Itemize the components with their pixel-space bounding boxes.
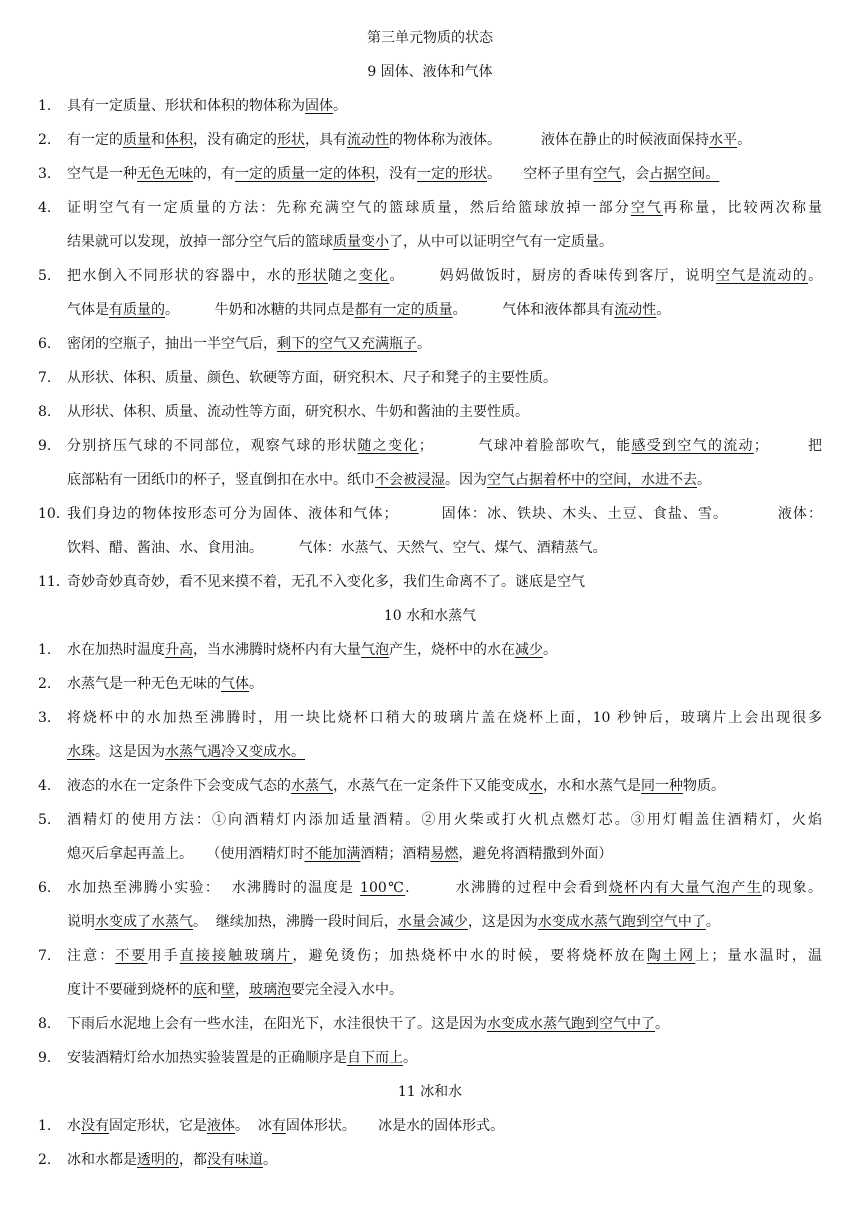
item-number: 2. [38,132,52,148]
text-segment: 安装酒精灯给水加热实验装置是的正确顺序是 [67,1050,347,1066]
underlined-answer: 易燃 [430,846,459,862]
text-segment: 度计不要碰到烧杯的 [67,982,193,998]
text-segment: 底部粘有一团纸巾的杯子，竖直倒扣在水中。纸巾 [67,472,375,488]
item-text-line [67,436,822,456]
text-segment: 我们身边的物体按形态可分为固体、液体和气体； 固体：冰、铁块、木头、土豆、食盐、雪。 液体： [67,506,822,522]
underlined-answer: 陶土网 [646,948,696,964]
underlined-answer: 自下而上 [347,1050,403,1066]
underlined-answer: 底 [193,982,207,998]
item-number: 8. [38,1016,52,1032]
text-segment: 酒精；酒精 [360,846,431,862]
text-segment: 。 [249,676,263,692]
text-segment: 上；量水温时，温 [695,948,823,964]
item-number: 9. [38,1050,52,1066]
text-segment: ，避免将酒精撒到外面） [458,846,613,862]
text-segment: ，水和水蒸气是 [543,778,641,794]
item-number: 2. [38,676,52,692]
text-segment: 注意： [67,948,116,964]
item-text-line [67,946,822,966]
underlined-answer: 水 [529,778,543,794]
item-text-line [67,266,822,286]
underlined-answer: 水蒸气 [291,778,333,794]
underlined-answer: 有 [271,1118,286,1134]
item-text-line [67,1014,822,1034]
item-number: 7. [38,948,52,964]
text-segment: 随之 [328,268,359,284]
text-segment: 的现象。 [762,880,823,896]
underlined-answer: 都有一定的质量 [354,302,453,318]
item-text-line [67,640,822,660]
section-heading: 10 水和水蒸气 [383,608,477,624]
underlined-answer: 质量变小 [333,234,389,250]
item-text-line [67,878,822,898]
item-text-line [67,402,822,422]
text-segment: 产生，烧杯中的水在 [389,642,515,658]
underlined-answer: 液体 [207,1118,235,1134]
item-text-line [67,776,822,796]
text-segment: 有一定的 [67,132,123,148]
text-segment: 。 [403,1050,417,1066]
item-number: 11. [38,574,61,590]
text-segment: 固定形状，它是 [109,1118,207,1134]
text-segment: 从形状、体积、质量、流动性等方面，研究积水、牛奶和酱油的主要性质。 [67,404,529,420]
underlined-answer: 烧杯内有大量气泡产生 [608,880,763,896]
item-text-line [67,538,822,558]
text-segment: 水 [67,1118,81,1134]
underlined-answer: 占据空间。 [649,166,720,182]
underlined-answer: 固体 [305,98,333,114]
text-segment: . 水沸腾的过程中会看到 [405,880,609,896]
text-segment: 物质。 [683,778,725,794]
item-text-line [67,572,822,592]
text-segment: 和 [151,132,165,148]
text-segment: 水蒸气是一种无色无味的 [67,676,221,692]
text-segment: 分别挤压气球的不同部位，观察气球的形状 [67,438,358,454]
text-segment: 结果就可以发现，放掉一部分空气后的篮球 [67,234,333,250]
item-number: 9. [38,438,52,454]
item-number: 1. [38,1118,52,1134]
underlined-answer: 一定的形状 [417,166,487,182]
section-heading: 11 冰和水 [397,1084,463,1100]
text-segment: ，都 [179,1152,207,1168]
item-text-line [67,708,822,728]
item-number: 4. [38,778,52,794]
text-segment: 下雨后水泥地上会有一些水洼，在阳光下，水洼很快干了。这是因为 [67,1016,487,1032]
item-number: 10. [38,506,61,522]
text-segment: 。 [808,268,823,284]
underlined-answer: 空气 [593,166,622,182]
underlined-answer: 无色无味 [137,166,193,182]
underlined-answer: 直接接触玻璃片 [179,948,293,964]
underlined-answer: 不会被浸湿 [375,472,445,488]
text-segment: 。这是因为 [95,744,165,760]
text-segment: 液态的水在一定条件下会变成气态的 [67,778,291,794]
underlined-answer: 剩下的空气又充满瓶子 [277,336,417,352]
underlined-answer: 空气是流动的 [715,268,809,284]
text-segment: 空气是一种 [67,166,137,182]
underlined-answer: 空气占据着杯中的空间，水进不去 [487,472,697,488]
item-number: 3. [38,710,52,726]
text-segment: 的物体称为液体。 液体在静止的时候液面保持 [389,132,710,148]
item-number: 2. [38,1152,52,1168]
underlined-answer: 不要 [115,948,148,964]
item-number: 4. [38,200,52,216]
underlined-answer: 形状 [297,268,328,284]
underlined-answer: 没有味道 [207,1152,263,1168]
item-text-line [67,96,822,116]
text-segment: 饮料、醋、酱油、水、食用油。 气体：水蒸气、天然气、空气、煤气、酒精蒸气。 [67,540,607,556]
text-segment: ，避免烫伤；加热烧杯中水的时候，要将烧杯放在 [292,948,647,964]
underlined-answer: 水平 [709,132,738,148]
item-number: 1. [38,642,52,658]
underlined-answer: 随之变化 [357,438,419,454]
item-number: 6. [38,880,52,896]
text-segment: ，没有 [375,166,417,182]
text-segment: 。 [543,642,557,658]
underlined-answer: 水变成水蒸气跑到空气中了 [537,914,706,930]
item-number: 7. [38,370,52,386]
underlined-answer: 空气 [630,200,664,216]
underlined-answer: 升高 [165,642,193,658]
underlined-answer: 变化 [358,268,390,284]
text-segment: ； 把 [753,438,823,454]
text-segment: 水加热至沸腾小实验： 水沸腾时的温度是 [67,880,361,896]
text-segment: 从形状、体积、质量、颜色、软硬等方面，研究积木、尺子和凳子的主要性质。 [67,370,557,386]
underlined-answer: 气泡 [361,642,389,658]
item-text-line [67,164,822,184]
text-segment: ，具有 [305,132,347,148]
text-segment: 把水倒入不同形状的容器中，水的 [67,268,298,284]
underlined-answer: 流动性 [347,132,389,148]
text-segment: 。 [263,1152,277,1168]
text-segment: 再称量，比较两次称量 [663,200,823,216]
text-segment: 。 [705,914,720,930]
text-segment: 。 妈妈做饭时，厨房的香味传到客厅，说明 [389,268,716,284]
text-segment: 。 牛奶和冰糖的共同点是 [165,302,355,318]
underlined-answer: 水变成了水蒸气 [95,914,193,930]
item-text-line [67,300,822,320]
item-text-line [67,198,822,218]
item-text-line [67,1150,822,1170]
text-segment: 证明空气有一定质量的方法：先称充满空气的篮球质量，然后给篮球放掉一部分 [67,200,631,216]
underlined-answer: 没有 [81,1118,109,1134]
text-segment: ，水蒸气在一定条件下又能变成 [333,778,529,794]
underlined-answer: 质量 [123,132,151,148]
item-text-line [67,470,822,490]
text-segment: 酒精灯的使用方法：①向酒精灯内添加适量酒精。②用火柴或打火机点燃灯芯。③用灯帽盖住酒精灯，火焰 [67,812,822,828]
item-text-line [67,1048,822,1068]
text-segment: 要完全浸入水中。 [291,982,403,998]
underlined-answer: 同一种 [641,778,683,794]
text-segment: 奇妙奇妙真奇妙，看不见来摸不着，无孔不入变化多，我们生命离不了。谜底是空气 [67,574,585,590]
text-segment: 。 [737,132,752,148]
text-segment: 的，有 [193,166,235,182]
text-segment: 。 [333,98,347,114]
text-segment: ，当水沸腾时烧杯内有大量 [193,642,361,658]
item-text-line [67,810,822,830]
page-title: 第三单元物质的状态 [367,30,493,46]
text-segment: ， [235,982,249,998]
text-segment: 。 空杯子里有 [487,166,594,182]
text-segment: 气体是 [67,302,109,318]
text-segment: 具有一定质量、形状和体积的物体称为 [67,98,305,114]
underlined-answer: 透明的 [137,1152,179,1168]
underlined-answer: 形状 [277,132,305,148]
text-segment: 冰和水都是 [67,1152,137,1168]
item-number: 6. [38,336,52,352]
item-text-line [67,130,822,150]
item-text-line [67,1116,822,1136]
text-segment: 水在加热时温度 [67,642,165,658]
item-text-line [67,912,822,932]
underlined-answer: 不能加满 [304,846,361,862]
underlined-answer: 感受到空气的流动 [631,438,754,454]
text-segment: 和 [207,982,221,998]
text-segment: ，没有确定的 [193,132,277,148]
underlined-answer: 100℃ [360,880,406,896]
underlined-answer: 水量会减少 [397,914,468,930]
text-segment: 。 气体和液体都具有 [452,302,615,318]
item-number: 5. [38,812,52,828]
text-segment: 密闭的空瓶子，抽出一半空气后， [67,336,277,352]
item-text-line [67,742,822,762]
text-segment: 用手 [147,948,180,964]
text-segment: 。 [417,336,431,352]
underlined-answer: 壁 [221,982,235,998]
item-text-line [67,980,822,1000]
item-number: 3. [38,166,52,182]
underlined-answer: 气体 [221,676,249,692]
item-text-line [67,674,822,694]
underlined-answer: 水变成水蒸气跑到空气中了 [487,1016,655,1032]
text-segment: 。 [697,472,711,488]
item-text-line [67,844,822,864]
underlined-answer: 有质量的 [109,302,165,318]
text-segment: 。 [656,302,671,318]
item-number: 5. [38,268,52,284]
text-segment: 。 继续加热，沸腾一段时间后， [193,914,398,930]
text-segment: ，会 [621,166,650,182]
item-number: 1. [38,98,52,114]
text-segment: 固体形状。 冰是水的固体形式。 [285,1118,505,1134]
text-segment: 将烧杯中的水加热至沸腾时，用一块比烧杯口稍大的玻璃片盖在烧杯上面，10 秒钟后，玻璃片上会出现很多 [67,710,822,726]
underlined-answer: 体积 [165,132,193,148]
text-segment: 熄灭后拿起再盖上。 （使用酒精灯时 [67,846,305,862]
text-segment: 说明 [67,914,95,930]
underlined-answer: 一定的质量一定的体积 [235,166,375,182]
text-segment: ，这是因为 [467,914,538,930]
underlined-answer: 玻璃泡 [249,982,291,998]
text-segment: 。 冰 [235,1118,272,1134]
item-text-line [67,232,822,252]
text-segment: 。因为 [445,472,487,488]
text-segment: ； 气球冲着脸部吹气，能 [418,438,632,454]
underlined-answer: 水蒸气遇冷又变成水。 [165,744,305,760]
underlined-answer: 水珠 [67,744,95,760]
underlined-answer: 流动性 [614,302,657,318]
text-segment: 了，从中可以证明空气有一定质量。 [389,234,613,250]
item-text-line [67,504,822,524]
text-segment: 。 [655,1016,669,1032]
item-text-line [67,368,822,388]
section-heading: 9 固体、液体和气体 [367,64,493,80]
item-text-line [67,334,822,354]
underlined-answer: 减少 [515,642,543,658]
item-number: 8. [38,404,52,420]
